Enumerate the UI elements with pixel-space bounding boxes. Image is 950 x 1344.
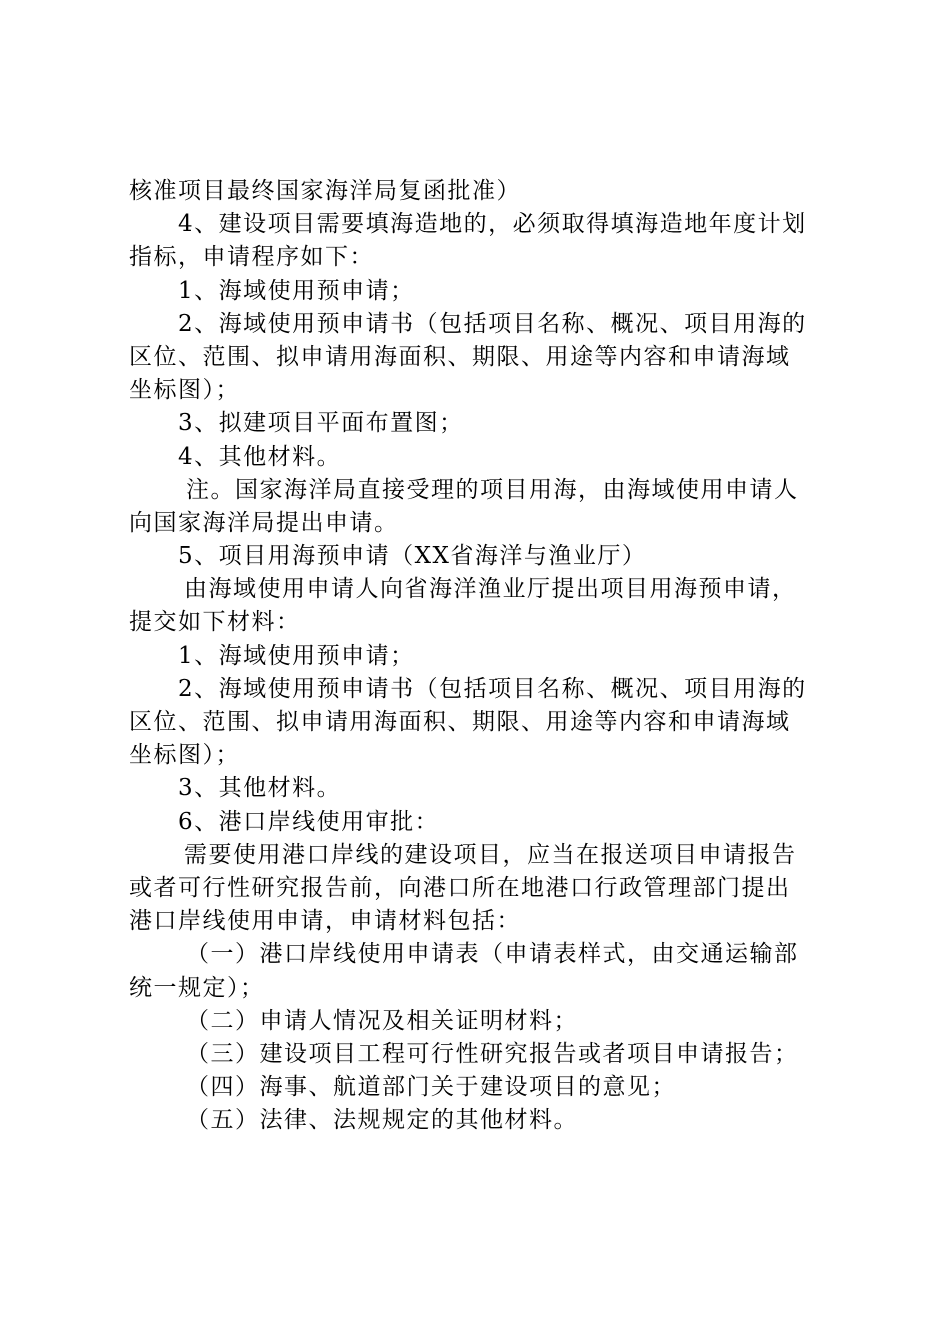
text-line: 2、海域使用预申请书（包括项目名称、概况、项目用海的 (178, 675, 807, 702)
text-line: 或者可行性研究报告前，向港口所在地港口行政管理部门提出 (129, 874, 791, 901)
text-line: 注。国家海洋局直接受理的项目用海，由海域使用申请人 (186, 476, 799, 503)
text-line: 坐标图）； (129, 377, 240, 404)
text-line: （五）法律、法规规定的其他材料。 (186, 1107, 578, 1134)
text-line: 向国家海洋局提出申请。 (129, 509, 399, 536)
text-line: 4、其他材料。 (178, 443, 342, 470)
document-body (129, 175, 834, 1137)
text-line: 指标，申请程序如下： (129, 244, 374, 271)
text-line: 坐标图）； (129, 742, 240, 769)
text-line: 6、港口岸线使用审批： (178, 808, 440, 835)
text-line: 1、海域使用预申请； (178, 642, 415, 669)
text-line: 提交如下材料： (129, 609, 301, 636)
text-line: 区位、范围、拟申请用海面积、期限、用途等内容和申请海域 (129, 343, 791, 370)
text-line: 由海域使用申请人向省海洋渔业厅提出项目用海预申请， (184, 576, 797, 603)
text-line: 5、项目用海预申请（XX省海洋与渔业厅） (178, 543, 647, 570)
text-line: 1、海域使用预申请； (178, 277, 415, 304)
text-line: （二）申请人情况及相关证明材料； (186, 1007, 578, 1034)
text-line: （一）港口岸线使用申请表（申请表样式，由交通运输部 (186, 941, 799, 968)
text-line: 4、建设项目需要填海造地的，必须取得填海造地年度计划 (178, 211, 807, 238)
text-line: 区位、范围、拟申请用海面积、期限、用途等内容和申请海域 (129, 709, 791, 735)
text-line: 港口岸线使用申请，申请材料包括： (129, 908, 521, 935)
text-line: 3、拟建项目平面布置图； (178, 410, 464, 437)
text-line: 统一规定）； (129, 974, 265, 1001)
text-line: 3、其他材料。 (178, 775, 342, 802)
text-line: 核准项目最终国家海洋局复函批准） (129, 178, 521, 204)
text-line: 2、海域使用预申请书（包括项目名称、概况、项目用海的 (178, 310, 807, 337)
text-line: （四）海事、航道部门关于建设项目的意见； (186, 1074, 676, 1101)
text-line: 需要使用港口岸线的建设项目，应当在报送项目申请报告 (184, 841, 797, 868)
text-line: （三）建设项目工程可行性研究报告或者项目申请报告； (186, 1040, 799, 1067)
